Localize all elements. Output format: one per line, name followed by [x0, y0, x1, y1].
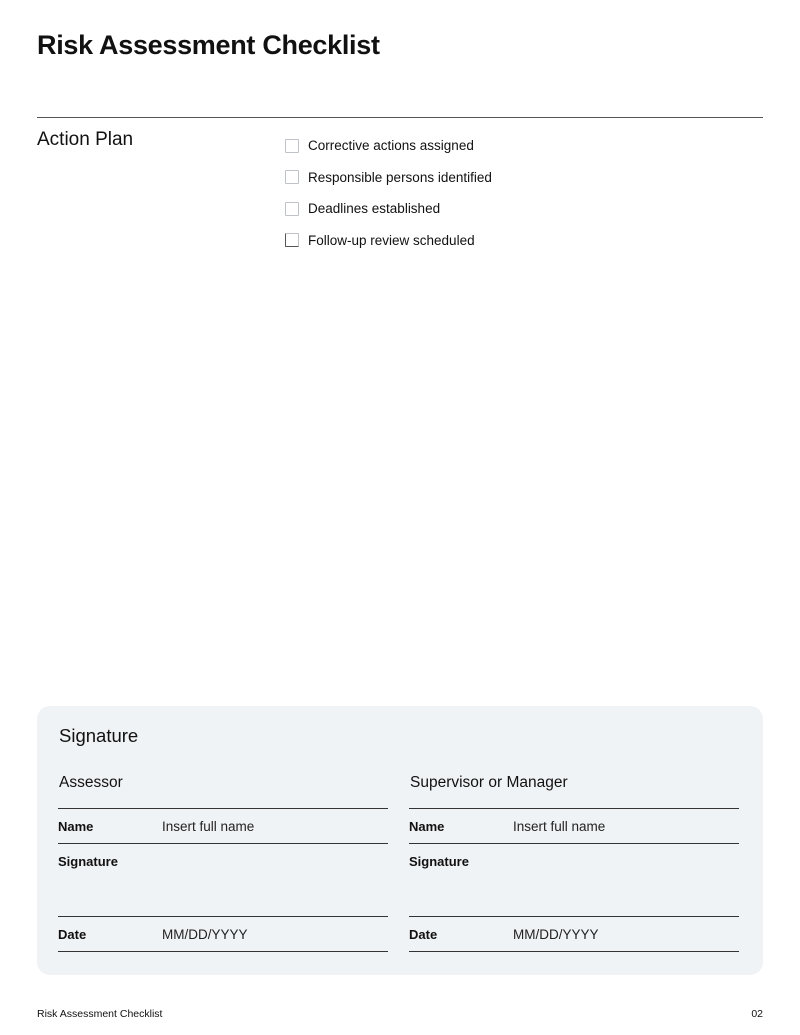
- footer-page-number: 02: [751, 1008, 763, 1020]
- checkbox[interactable]: [285, 233, 299, 247]
- checklist-item-label: Follow-up review scheduled: [308, 232, 475, 248]
- divider: [409, 951, 739, 952]
- checklist-item-deadlines[interactable]: [285, 193, 492, 225]
- date-label: Date: [58, 926, 87, 942]
- assessor-signature-block: [58, 774, 388, 952]
- supervisor-signature-row[interactable]: [409, 844, 739, 916]
- footer-document-title: Risk Assessment Checklist: [37, 1008, 163, 1020]
- signature-panel: [37, 706, 763, 975]
- assessor-name-field[interactable]: Insert full name: [162, 818, 255, 834]
- assessor-date-field[interactable]: MM/DD/YYYY: [162, 926, 248, 942]
- checklist-item-label: Deadlines established: [308, 201, 441, 217]
- signature-label: Signature: [409, 854, 469, 869]
- supervisor-date-row: [409, 917, 739, 951]
- signature-label: Signature: [58, 854, 118, 869]
- header-divider: [37, 117, 763, 118]
- supervisor-name-field[interactable]: Insert full name: [513, 818, 606, 834]
- assessor-date-row: [58, 917, 388, 951]
- checklist-item-corrective-actions[interactable]: [285, 130, 492, 162]
- page-title: Risk Assessment Checklist: [37, 30, 380, 60]
- assessor-signature-row[interactable]: [58, 844, 388, 916]
- checkbox[interactable]: [285, 202, 299, 216]
- signature-title: Signature: [59, 725, 139, 746]
- checklist-item-label: Responsible persons identified: [308, 169, 492, 185]
- checkbox[interactable]: [285, 170, 299, 184]
- action-plan-checklist: [285, 130, 492, 256]
- supervisor-date-field[interactable]: MM/DD/YYYY: [513, 926, 599, 942]
- checkbox[interactable]: [285, 139, 299, 153]
- date-label: Date: [409, 926, 438, 942]
- supervisor-name-row: [409, 809, 739, 843]
- name-label: Name: [409, 818, 445, 834]
- divider: [58, 951, 388, 952]
- assessor-title: Assessor: [59, 774, 123, 791]
- supervisor-signature-block: [409, 774, 739, 952]
- supervisor-title: Supervisor or Manager: [410, 774, 568, 791]
- checklist-item-follow-up[interactable]: [285, 225, 492, 257]
- name-label: Name: [58, 818, 94, 834]
- assessor-name-row: [58, 809, 388, 843]
- checklist-item-responsible-persons[interactable]: [285, 162, 492, 194]
- checklist-item-label: Corrective actions assigned: [308, 138, 474, 154]
- action-plan-title: Action Plan: [37, 129, 134, 150]
